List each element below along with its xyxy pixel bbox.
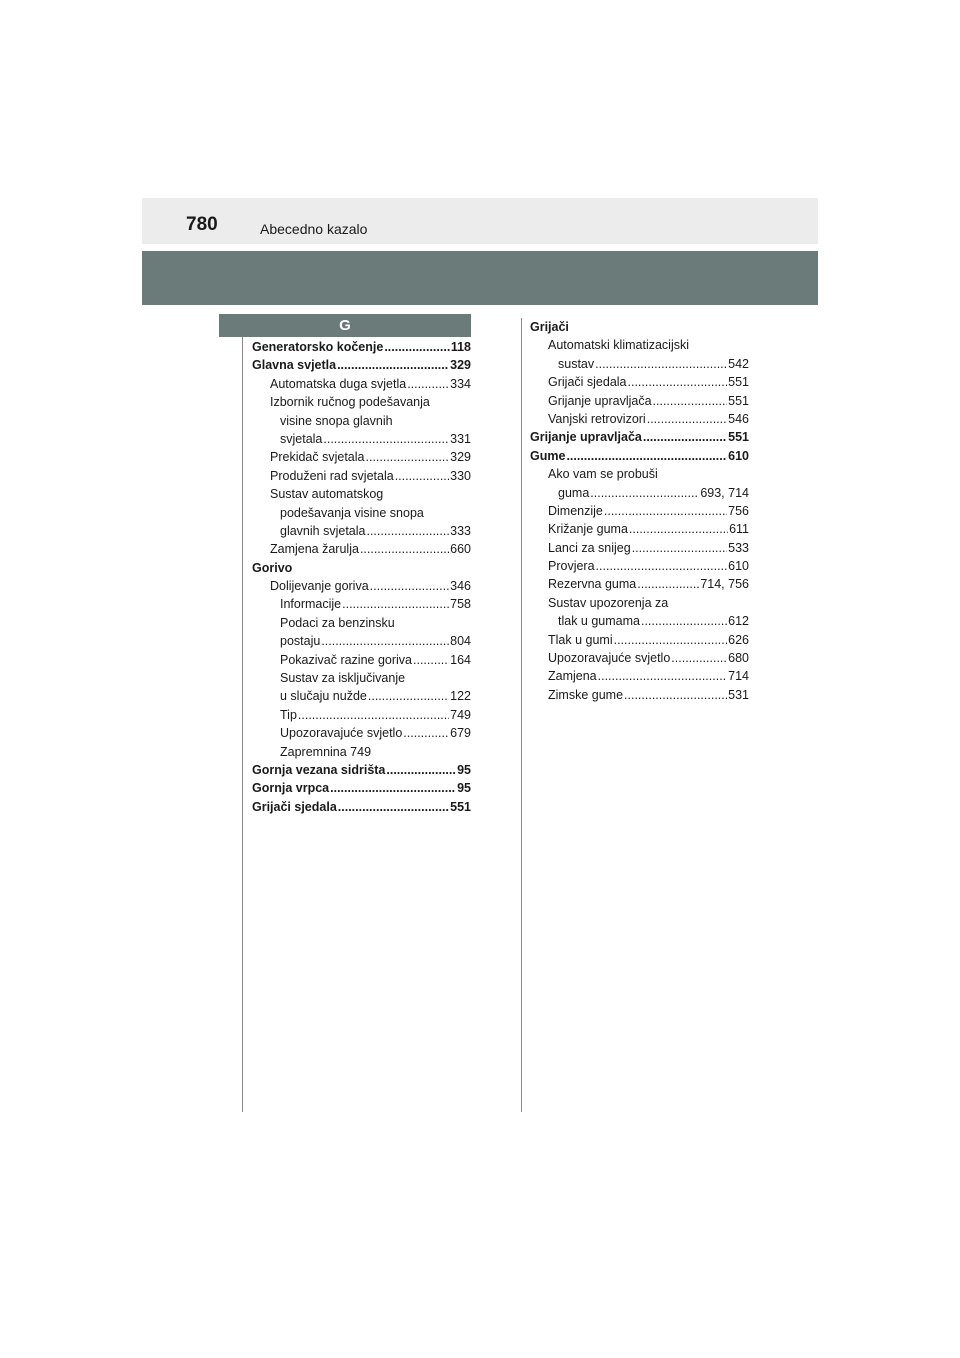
index-entry-page: 551	[728, 375, 749, 390]
index-entry	[530, 465, 749, 483]
index-entry-label: sustav	[558, 356, 595, 371]
dot-leader	[598, 667, 728, 685]
index-entry-page: 680	[728, 651, 749, 666]
index-entry-label: Automatska duga svjetla	[270, 376, 407, 391]
dot-leader	[653, 392, 728, 410]
index-entry	[530, 667, 749, 685]
index-entry	[530, 649, 749, 667]
index-entry-label: postaju	[280, 634, 321, 649]
index-entry-page: 546	[728, 411, 749, 426]
dot-leader	[342, 595, 449, 613]
index-entry-label: Pokazivač razine goriva	[280, 652, 413, 667]
index-entry-label: Vanjski retrovizori	[548, 411, 646, 426]
index-entry-label: Upozoravajuće svjetlo	[280, 726, 403, 741]
index-entry-label: Gorivo	[252, 560, 293, 575]
index-entry	[252, 724, 471, 742]
dot-leader	[614, 631, 728, 649]
index-entry-page: 118	[450, 340, 471, 354]
index-entry-page: 164	[450, 652, 471, 667]
index-entry	[252, 356, 471, 374]
index-entry-label: Križanje guma	[548, 522, 628, 537]
index-entry-page: 333	[450, 523, 471, 538]
index-entry-label: Grijači sjedala	[252, 799, 337, 814]
index-entry	[530, 539, 749, 557]
index-entry	[252, 430, 471, 448]
page-header	[142, 198, 818, 244]
index-entry-label: Generatorsko kočenje	[252, 340, 384, 354]
index-entry	[252, 706, 471, 724]
index-entry-label: Zimske gume	[548, 687, 624, 702]
index-entry-label: svjetala	[280, 431, 323, 446]
index-entry	[530, 318, 749, 336]
index-entry	[252, 651, 471, 669]
index-entry-label: Produženi rad svjetala	[270, 468, 394, 483]
index-column-right	[530, 318, 749, 704]
index-entry-label: Grijanje upravljača	[530, 430, 642, 445]
index-entry-label: Ako vam se probuši	[548, 467, 658, 482]
left-column-rule	[242, 337, 243, 1112]
dot-leader	[647, 410, 727, 428]
index-entry-page: 611	[729, 522, 749, 537]
dot-leader	[671, 649, 727, 667]
page-title: Abecedno kazalo	[260, 221, 368, 237]
dot-leader	[641, 612, 727, 630]
index-entry-page: 551	[450, 799, 471, 814]
dot-leader	[337, 356, 449, 374]
index-entry-label: Automatski klimatizacijski	[548, 338, 690, 353]
dot-leader	[298, 706, 449, 724]
index-entry-label: Zamjena	[548, 669, 597, 684]
dot-leader	[366, 448, 450, 466]
index-entry-page: 749	[450, 707, 471, 722]
index-entry	[252, 669, 471, 687]
index-entry	[252, 595, 471, 613]
dot-leader	[643, 428, 727, 446]
index-entry	[252, 467, 471, 485]
dot-leader	[624, 686, 727, 704]
dot-leader	[632, 539, 727, 557]
index-entry-label: Tip	[280, 707, 297, 722]
dot-leader	[590, 484, 699, 502]
index-entry	[252, 412, 471, 430]
index-entry	[252, 743, 471, 761]
index-entry-page: 329	[450, 358, 471, 373]
dot-leader	[395, 467, 449, 485]
index-entry	[530, 631, 749, 649]
index-entry-page: 95	[457, 781, 471, 796]
dot-leader	[386, 761, 456, 779]
dot-leader	[330, 779, 456, 797]
index-entry-page: 693, 714	[700, 485, 749, 500]
index-entry-label: visine snopa glavnih	[280, 413, 393, 428]
index-entry-page: 122	[450, 689, 471, 704]
index-column-left	[252, 338, 471, 816]
index-entry-label: Zamjena žarulja	[270, 542, 359, 557]
index-entry-label: tlak u gumama	[558, 614, 640, 629]
index-entry	[530, 484, 749, 502]
dot-leader	[338, 798, 449, 816]
dot-leader	[323, 430, 449, 448]
index-entry-page: 551	[728, 430, 749, 445]
dot-leader	[566, 447, 727, 465]
index-entry-label: Podaci za benzinsku	[280, 615, 395, 630]
dot-leader	[368, 687, 449, 705]
index-entry	[252, 614, 471, 632]
index-entry-page: 531	[728, 687, 749, 702]
dot-leader	[595, 355, 727, 373]
index-entry	[530, 410, 749, 428]
dot-leader	[629, 520, 728, 538]
index-entry-page: 331	[450, 431, 471, 446]
index-entry-page: 95	[457, 762, 471, 777]
index-entry-label: Grijači sjedala	[548, 375, 627, 390]
index-entry-label: Izbornik ručnog podešavanja	[270, 395, 430, 410]
index-entry-label: Grijanje upravljača	[548, 393, 652, 408]
dot-leader	[596, 557, 728, 575]
dot-leader	[384, 338, 450, 356]
dot-leader	[413, 651, 449, 669]
index-entry	[530, 355, 749, 373]
index-entry	[530, 428, 749, 446]
index-entry-label: Sustav upozorenja za	[548, 595, 669, 610]
index-entry-label: Gornja vrpca	[252, 781, 330, 796]
dot-leader	[637, 575, 699, 593]
index-entry-label: Gume	[530, 448, 566, 463]
index-entry	[530, 392, 749, 410]
index-entry-label: guma	[558, 485, 590, 500]
index-entry-label: Dolijevanje goriva	[270, 579, 369, 594]
page-number: 780	[186, 214, 218, 235]
index-entry-page: 610	[728, 448, 749, 463]
index-entry	[252, 522, 471, 540]
index-entry	[530, 373, 749, 391]
index-entry-label: Lanci za snijeg	[548, 540, 631, 555]
index-entry-label: Dimenzije	[548, 503, 603, 518]
index-entry-page: 714	[728, 669, 749, 684]
index-entry-label: Rezervna guma	[548, 577, 637, 592]
index-entry-page: 804	[450, 634, 471, 649]
right-column-rule	[521, 318, 522, 1112]
dot-leader	[321, 632, 449, 650]
index-entry	[252, 448, 471, 466]
dot-leader	[366, 522, 449, 540]
index-entry	[252, 779, 471, 797]
index-entry	[530, 502, 749, 520]
index-entry-page: 758	[450, 597, 471, 612]
index-entry-page: 551	[728, 393, 749, 408]
index-entry-label: Provjera	[548, 559, 595, 574]
index-entry-page: 714, 756	[700, 577, 749, 592]
index-entry	[252, 798, 471, 816]
index-entry-label: Sustav automatskog	[270, 487, 384, 502]
dot-leader	[407, 375, 449, 393]
section-letter: G	[219, 314, 471, 337]
index-entry	[530, 336, 749, 354]
index-entry	[252, 540, 471, 558]
dot-leader	[370, 577, 449, 595]
index-entry-label: glavnih svjetala	[280, 523, 366, 538]
index-entry	[252, 338, 471, 356]
index-entry-label: Upozoravajuće svjetlo	[548, 651, 671, 666]
index-entry-label: Zapremnina 749	[280, 744, 372, 759]
index-entry	[252, 761, 471, 779]
index-entry-label: Tlak u gumi	[548, 632, 613, 647]
index-entry-page: 334	[450, 376, 471, 391]
header-band	[142, 251, 818, 305]
index-entry-page: 756	[728, 503, 749, 518]
index-entry-page: 612	[728, 614, 749, 629]
index-entry-label: Glavna svjetla	[252, 358, 337, 373]
index-entry-page: 346	[450, 579, 471, 594]
index-entry	[252, 687, 471, 705]
index-entry	[252, 577, 471, 595]
index-entry-page: 542	[728, 356, 749, 371]
index-entry	[252, 559, 471, 577]
index-entry	[530, 447, 749, 465]
index-entry	[252, 393, 471, 411]
index-entry-label: Grijači	[530, 320, 569, 334]
index-entry-label: podešavanja visine snopa	[280, 505, 424, 520]
index-entry	[530, 575, 749, 593]
dot-leader	[403, 724, 449, 742]
index-entry	[530, 557, 749, 575]
index-entry	[252, 632, 471, 650]
index-entry-label: Prekidač svjetala	[270, 450, 365, 465]
dot-leader	[360, 540, 449, 558]
index-entry-label: Informacije	[280, 597, 342, 612]
index-entry-label: u slučaju nužde	[280, 689, 367, 704]
index-entry-page: 610	[728, 559, 749, 574]
index-entry-page: 626	[728, 632, 749, 647]
index-entry-label: Sustav za isključivanje	[280, 671, 406, 686]
dot-leader	[628, 373, 728, 391]
index-entry-page: 330	[450, 468, 471, 483]
index-entry-page: 660	[450, 542, 471, 557]
index-entry	[530, 594, 749, 612]
index-entry	[530, 612, 749, 630]
index-entry	[530, 686, 749, 704]
index-entry-page: 533	[728, 540, 749, 555]
index-entry	[530, 520, 749, 538]
index-entry-page: 329	[450, 450, 471, 465]
index-entry	[252, 485, 471, 503]
index-entry-label: Gornja vezana sidrišta	[252, 762, 386, 777]
index-entry	[252, 375, 471, 393]
index-entry-page: 679	[450, 726, 471, 741]
index-entry	[252, 504, 471, 522]
dot-leader	[604, 502, 727, 520]
